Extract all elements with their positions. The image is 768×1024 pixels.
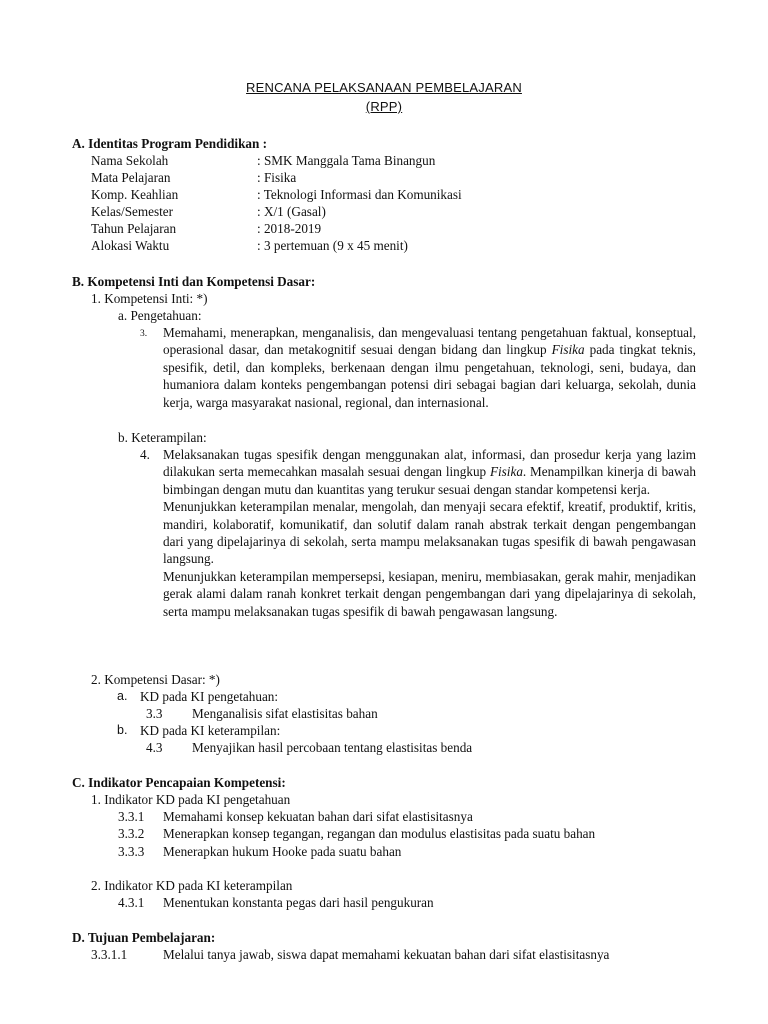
identity-label: Tahun Pelajaran (91, 221, 177, 236)
ki-3-text: Memahami, menerapkan, menganalisis, dan mengevaluasi tentang pengetahuan faktual, konseptual, operasional dasar, dan metakognitif sesuai dengan bidang dan lingkup Fisika pada tingkat teknis, spesifik, detil, dan kompleks, berkenaan dengan ilmu pengetahuan, teknologi, seni, budaya, dan humaniora dalam konteks pengembangan potensi diri sebagai bagian dari keluarga, sekolah, dunia kerja, warga masyarakat nasional, regional, dan internasional. (163, 325, 696, 410)
identity-label: Alokasi Waktu (91, 238, 170, 253)
indikator-1-label: 1. Indikator KD pada KI pengetahuan (91, 792, 291, 807)
document-subtitle: (RPP) (365, 99, 403, 114)
indicator-number: 3.3.1 (118, 809, 145, 824)
kd-b-label: KD pada KI keterampilan: (140, 723, 281, 738)
objective-number: 3.3.1.1 (91, 947, 128, 962)
kd-43-number: 4.3 (146, 740, 163, 755)
section-a-heading: A. Identitas Program Pendidikan : (72, 136, 268, 151)
pengetahuan-label: a. Pengetahuan: (118, 308, 202, 323)
ki-4-paragraph-3: Menunjukkan keterampilan mempersepsi, kesiapan, meniru, membiasakan, gerak mahir, menjadikan gerak alami dalam ranah konkret terkait dengan pengembangan dari yang dipelajarinya di sekolah, serta mampu melaksanakan tugas spesifik di bawah pengawasan langsung. (163, 568, 696, 619)
identity-label: Nama Sekolah (91, 153, 169, 168)
kd-b-letter: b. (117, 723, 128, 737)
indicator-number: 3.3.2 (118, 826, 145, 841)
identity-value: : X/1 (Gasal) (257, 204, 326, 219)
keterampilan-label: b. Keterampilan: (118, 430, 207, 445)
section-c-heading: C. Indikator Pencapaian Kompetensi: (72, 775, 286, 790)
kd-43-text: Menyajikan hasil percobaan tentang elastisitas benda (192, 740, 473, 755)
ki-3-number: 3. (140, 329, 148, 339)
identity-label: Kelas/Semester (91, 204, 174, 219)
section-b-heading: B. Kompetensi Inti dan Kompetensi Dasar: (72, 274, 316, 289)
kompetensi-inti-label: 1. Kompetensi Inti: *) (91, 291, 208, 306)
fisika-italic: Fisika (489, 464, 523, 480)
kd-33-number: 3.3 (146, 706, 163, 721)
identity-label: Mata Pelajaran (91, 170, 171, 185)
kd-a-label: KD pada KI pengetahuan: (140, 689, 279, 704)
ki-4-paragraph-2: Menunjukkan keterampilan menalar, mengolah, dan menyaji secara efektif, kreatif, produktif, kritis, mandiri, kolaboratif, komunikatif, dan solutif dalam ranah abstrak terkait dengan pengembangan dari yang dipelajarinya di sekolah, serta mampu melaksanakan tugas spesifik di bawah pengawasan langsung. (163, 499, 696, 567)
objective-text: Melalui tanya jawab, siswa dapat memahami kekuatan bahan dari sifat elastisitasnya (163, 947, 610, 962)
indicator-number: 3.3.3 (118, 844, 145, 859)
indicator-text: Menerapkan hukum Hooke pada suatu bahan (163, 844, 402, 859)
indicator-text: Memahami konsep kekuatan bahan dari sifat elastisitasnya (163, 809, 473, 824)
indicator-text: Menentukan konstanta pegas dari hasil pengukuran (163, 895, 434, 910)
document-title: RENCANA PELAKSANAAN PEMBELAJARAN (246, 80, 522, 95)
identity-value: : Teknologi Informasi dan Komunikasi (257, 187, 462, 202)
identity-value: : 2018-2019 (257, 221, 322, 236)
indikator-2-label: 2. Indikator KD pada KI keterampilan (91, 878, 293, 893)
identity-value: : SMK Manggala Tama Binangun (257, 153, 436, 168)
indicator-number: 4.3.1 (118, 895, 145, 910)
kompetensi-dasar-label: 2. Kompetensi Dasar: *) (91, 672, 220, 687)
kd-33-text: Menganalisis sifat elastisitas bahan (192, 706, 378, 721)
fisika-italic: Fisika (551, 342, 585, 358)
identity-label: Komp. Keahlian (91, 187, 179, 202)
indicator-text: Menerapkan konsep tegangan, regangan dan modulus elastisitas pada suatu bahan (163, 826, 596, 841)
ki-4-text: Melaksanakan tugas spesifik dengan menggunakan alat, informasi, dan prosedur kerja yang lazim dilakukan serta memecahkan masalah sesuai dengan lingkup Fisika. Menampilkan kinerja di bawah bimbingan dengan mutu dan kuantitas yang terukur sesuai dengan standar kompetensi kerja. Menunjukkan keterampilan menalar, mengolah, dan menyaji secara efektif, kreatif, produktif, kritis, mandiri, kolaboratif, komunikatif, dan solutif dalam ranah abstrak terkait dengan pengembangan dari yang dipelajarinya di sekolah, serta mampu melaksanakan tugas spesifik di bawah pengawasan langsung. Menunjukkan keterampilan mempersepsi, kesiapan, meniru, membiasakan, gerak mahir, menjadikan gerak alami dalam ranah konkret terkait dengan pengembangan dari yang dipelajarinya di sekolah, serta mampu melaksanakan tugas spesifik di bawah pengawasan langsung. (163, 447, 696, 619)
identity-value: : 3 pertemuan (9 x 45 menit) (257, 238, 408, 253)
kd-a-letter: a. (117, 689, 128, 703)
section-d-heading: D. Tujuan Pembelajaran: (72, 930, 216, 945)
identity-value: : Fisika (257, 170, 297, 185)
ki-4-number: 4. (140, 447, 150, 462)
